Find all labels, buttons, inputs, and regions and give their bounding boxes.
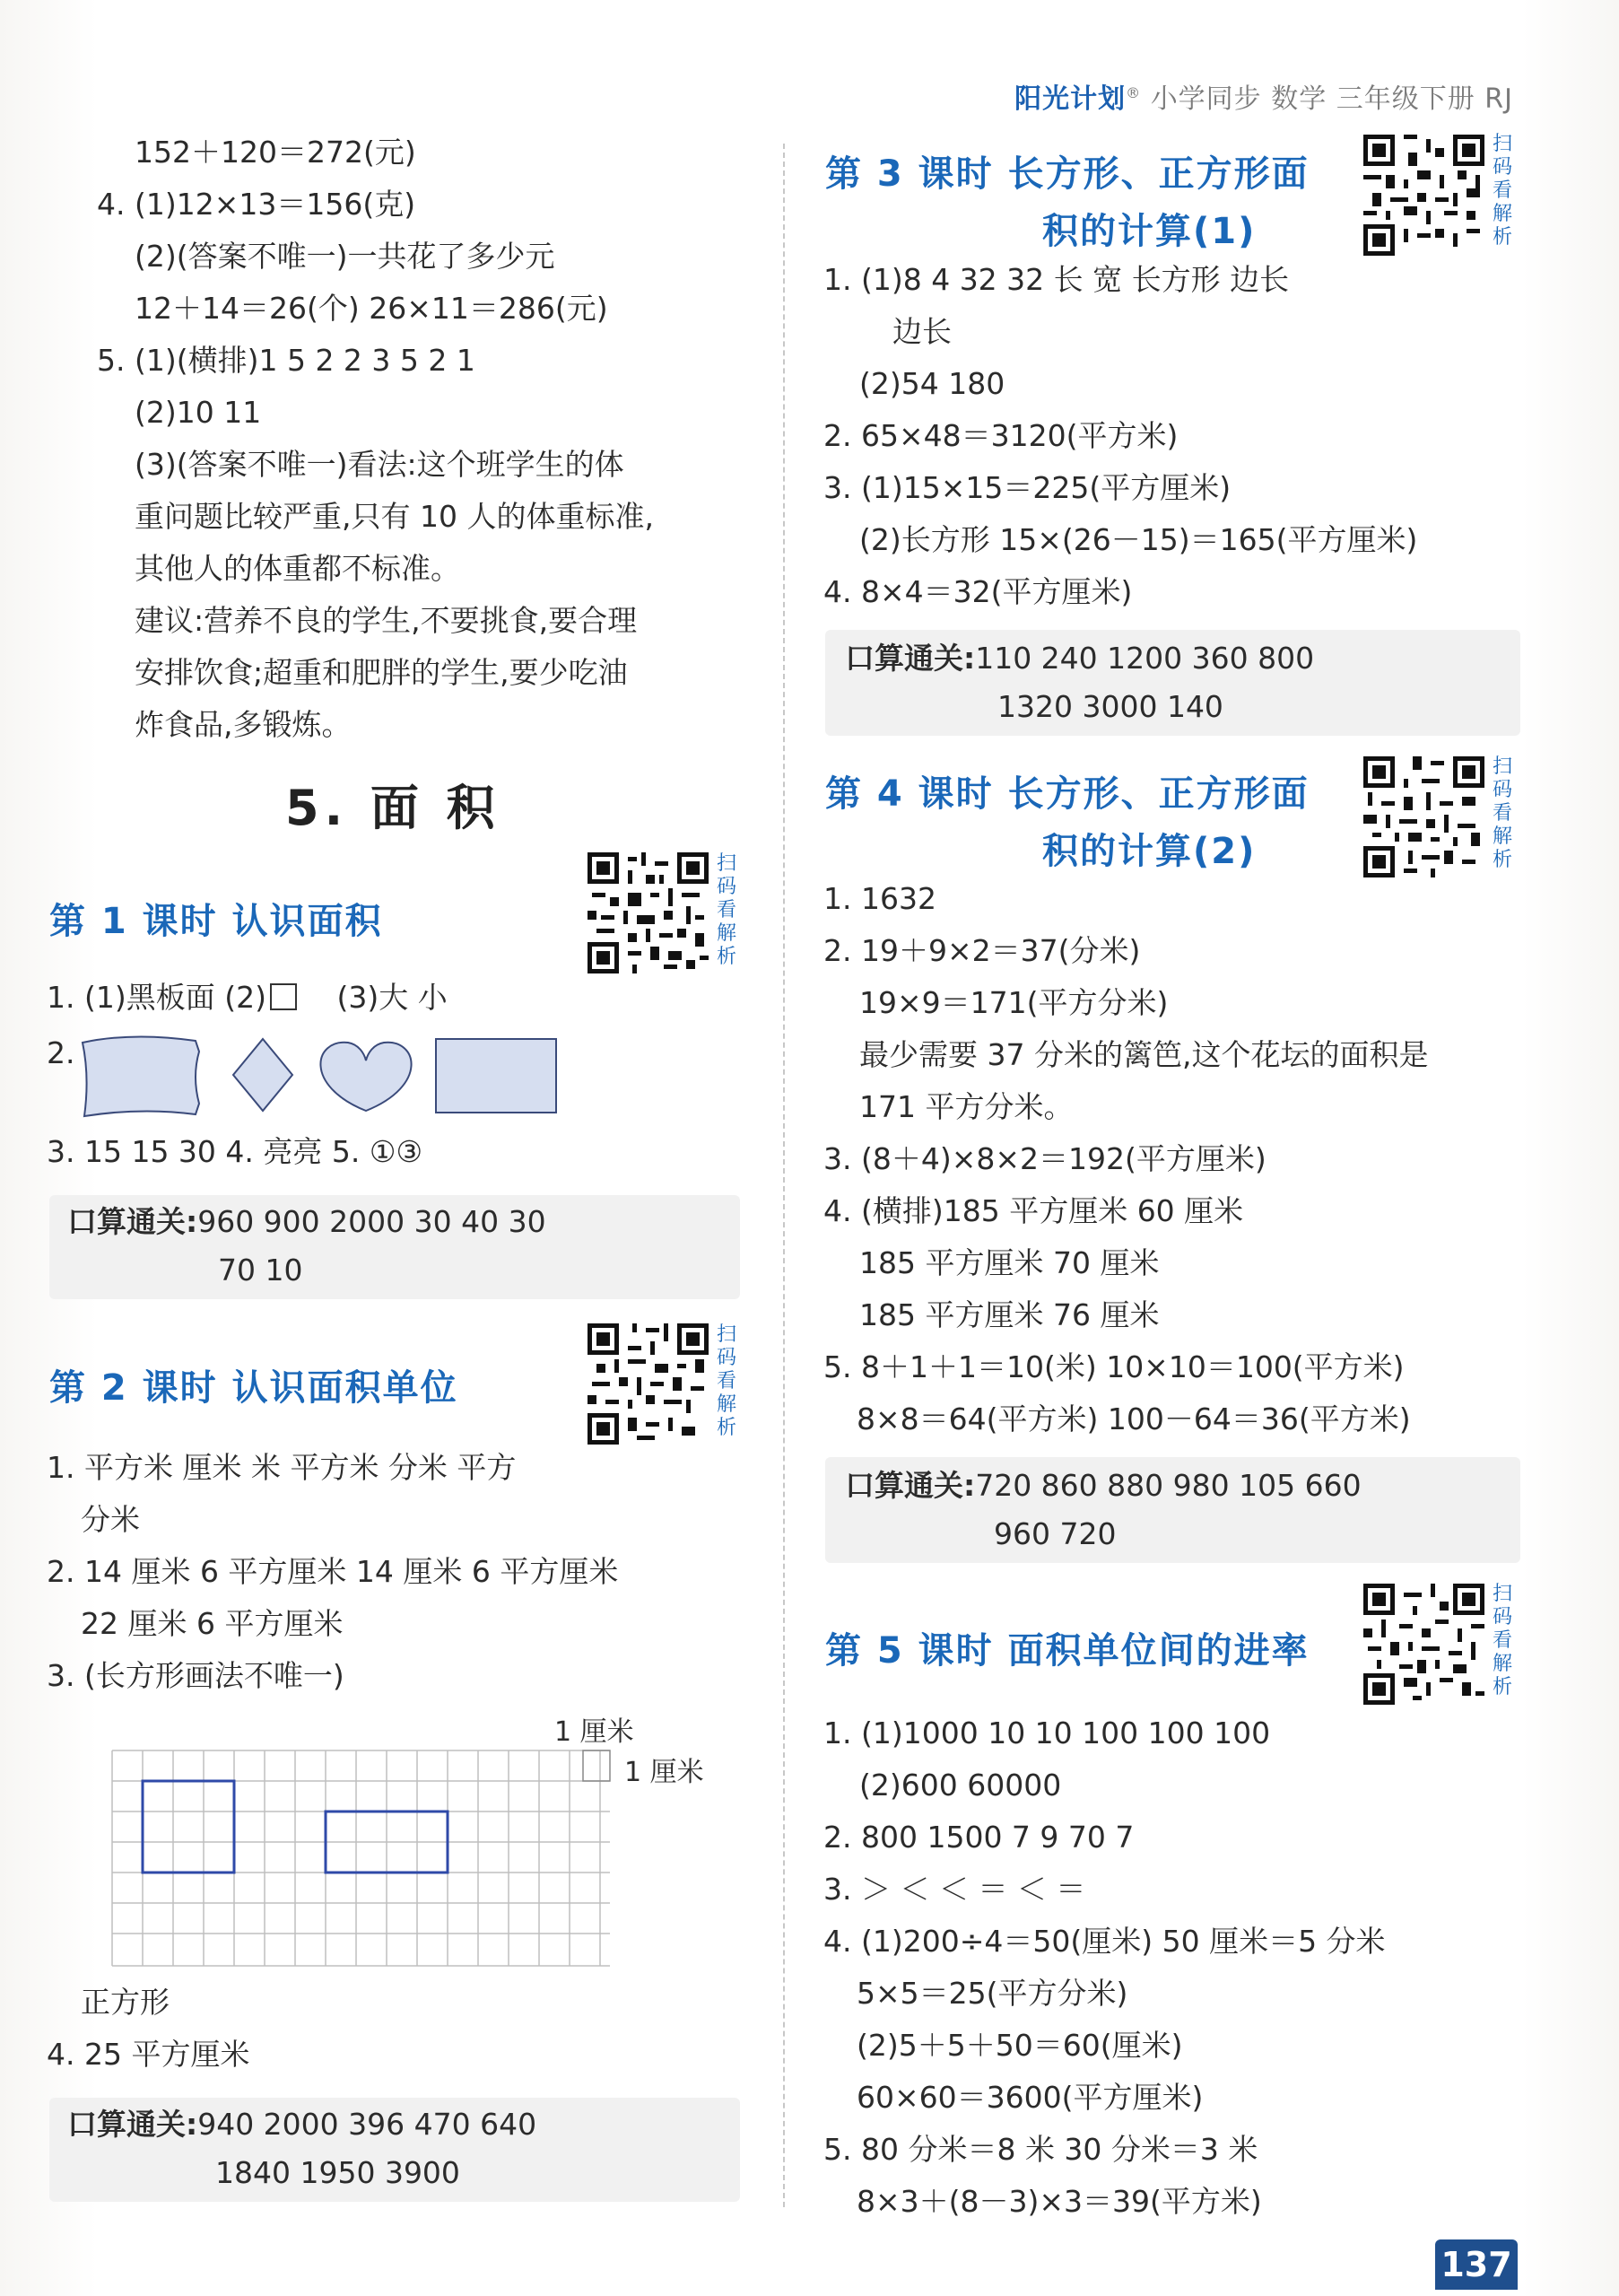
mental-math-box: 口算通关:960 900 2000 30 40 30 70 10 xyxy=(49,1195,740,1299)
diamond-shape xyxy=(233,1039,292,1111)
answer-line: 12＋14＝26(个) 26×11＝286(元) xyxy=(135,291,608,326)
answer-line: 正方形 xyxy=(81,1985,170,2020)
qr-caption: 扫 码 看 解 析 xyxy=(1492,755,1512,871)
answer-line: 3. ＞ ＜ ＜ ＝ ＜ ＝ xyxy=(823,1872,1086,1907)
section-title: 5. 面 积 xyxy=(285,780,500,836)
answer-line: 5×5＝25(平方分米) xyxy=(857,1976,1128,2011)
answer-line: 4. (横排)185 平方厘米 60 厘米 xyxy=(823,1193,1244,1228)
qr-code-icon xyxy=(588,852,709,973)
answer-line: 重问题比较严重,只有 10 人的体重标准, xyxy=(135,499,654,534)
unit-cell-marker xyxy=(583,1750,610,1781)
answer-line: 1. 1632 xyxy=(823,881,936,916)
lesson-title: 第 4 课时 长方形、正方形面 xyxy=(825,773,1310,815)
answer-line: 2. xyxy=(47,1035,75,1070)
irregular-shape xyxy=(83,1036,199,1116)
rectangle-shape xyxy=(436,1039,556,1113)
answer-line: (2)(答案不唯一)一共花了多少元 xyxy=(135,239,555,274)
answer-line: (2)长方形 15×(26－15)＝165(平方厘米) xyxy=(859,522,1418,557)
answer-line: 分米 xyxy=(81,1502,140,1537)
answer-line: (3)(答案不唯一)看法:这个班学生的体 xyxy=(135,447,624,482)
answer-line: 2. 65×48＝3120(平方米) xyxy=(823,418,1179,453)
answer-line: 3. 15 15 30 4. 亮亮 5. ①③ xyxy=(47,1134,423,1169)
answer-line: 最少需要 37 分米的篱笆,这个花坛的面积是 xyxy=(859,1037,1429,1072)
qr-code-icon xyxy=(588,852,709,973)
lesson-title: 第 3 课时 长方形、正方形面 xyxy=(825,153,1310,195)
shape-figures xyxy=(79,1032,563,1122)
qr-caption: 扫 码 看 解 析 xyxy=(716,1323,736,1439)
square-box-icon xyxy=(270,983,297,1010)
answer-line: 185 平方厘米 70 厘米 xyxy=(859,1245,1160,1280)
grid-unit-label: 1 厘米 xyxy=(554,1716,634,1748)
column-divider xyxy=(783,144,785,2207)
answer-line: 安排饮食;超重和肥胖的学生,要少吃油 xyxy=(135,655,628,690)
qr-code-icon xyxy=(1363,756,1484,877)
answer-line: 3. (8＋4)×8×2＝192(平方厘米) xyxy=(823,1141,1266,1176)
grid-lines xyxy=(112,1750,610,1966)
answer-line: 4. 25 平方厘米 xyxy=(47,2037,250,2072)
answer-line: 2. 14 厘米 6 平方厘米 14 厘米 6 平方厘米 xyxy=(47,1554,619,1589)
qr-code-icon xyxy=(588,1323,709,1445)
square-grid xyxy=(108,1748,614,1970)
mental-math-box: 口算通关:720 860 880 980 105 660 960 720 xyxy=(825,1457,1520,1563)
mental-math-label: 口算通关: xyxy=(845,641,976,676)
qr-code-icon xyxy=(1363,1584,1484,1705)
answer-line: 8×8＝64(平方米) 100－64＝36(平方米) xyxy=(857,1401,1411,1436)
answer-line: 5. 8＋1＋1＝10(米) 10×10＝100(平方米) xyxy=(823,1349,1405,1384)
mental-math-label: 口算通关: xyxy=(67,2107,198,2142)
qr-caption: 扫 码 看 解 析 xyxy=(1492,133,1512,249)
lesson-title-cont: 积的计算(2) xyxy=(1042,831,1257,872)
answer-line: 4. (1)12×13＝156(克) xyxy=(97,187,416,222)
lesson-title-cont: 积的计算(1) xyxy=(1042,211,1257,252)
answer-line: (2)54 180 xyxy=(859,366,1005,401)
mental-math-box: 口算通关:940 2000 396 470 640 1840 1950 3900 xyxy=(49,2098,740,2202)
answer-line: 1. 平方米 厘米 米 平方米 分米 平方 xyxy=(47,1450,517,1485)
answer-line: 60×60＝3600(平方厘米) xyxy=(857,2080,1204,2115)
answer-line: 152＋120＝272(元) xyxy=(135,135,416,170)
lesson-title: 第 2 课时 认识面积单位 xyxy=(49,1367,458,1409)
answer-line: 1. (1)黑板面 (2) (3)大 小 xyxy=(47,980,448,1015)
drawn-square xyxy=(143,1781,234,1873)
answer-line: 1. (1)1000 10 10 100 100 100 xyxy=(823,1715,1271,1750)
answer-line: 4. (1)200÷4＝50(厘米) 50 厘米＝5 分米 xyxy=(823,1924,1386,1959)
answer-line: 边长 xyxy=(892,314,952,349)
answer-line: 5. 80 分米＝8 米 30 分米＝3 米 xyxy=(823,2132,1258,2167)
qr-code-icon xyxy=(1363,135,1484,256)
book-subtitle: 小学同步 数学 三年级下册 RJ xyxy=(1150,83,1513,115)
answer-line: 1. (1)8 4 32 32 长 宽 长方形 边长 xyxy=(823,262,1290,297)
qr-code-icon xyxy=(588,1323,709,1445)
mental-math-label: 口算通关: xyxy=(67,1204,198,1239)
qr-caption: 扫 码 看 解 析 xyxy=(1492,1583,1512,1698)
page-number: 137 xyxy=(1435,2239,1518,2290)
answer-line: 其他人的体重都不标准。 xyxy=(135,551,460,586)
lesson-title: 第 5 课时 面积单位间的进率 xyxy=(825,1630,1310,1672)
qr-caption: 扫 码 看 解 析 xyxy=(716,852,736,968)
registered-mark: ® xyxy=(1126,84,1142,101)
answer-line: 22 厘米 6 平方厘米 xyxy=(81,1606,344,1641)
answer-line: 171 平方分米。 xyxy=(859,1089,1074,1124)
answer-line: 5. (1)(横排)1 5 2 2 3 5 2 1 xyxy=(97,343,475,378)
answer-line: (2)600 60000 xyxy=(859,1768,1062,1803)
qr-code-icon xyxy=(1363,1584,1484,1705)
qr-code-icon xyxy=(1363,135,1484,256)
answer-line: 8×3＋(8－3)×3＝39(平方米) xyxy=(857,2184,1262,2219)
answer-line: 炸食品,多锻炼。 xyxy=(135,707,352,742)
answer-line: 建议:营养不良的学生,不要挑食,要合理 xyxy=(135,603,638,638)
answer-line: 19×9＝171(平方分米) xyxy=(859,985,1169,1020)
answer-line: 3. (长方形画法不唯一) xyxy=(47,1658,344,1693)
mental-math-label: 口算通关: xyxy=(845,1468,976,1503)
heart-shape xyxy=(320,1043,411,1111)
answer-line: (2)10 11 xyxy=(135,395,262,430)
answer-line: 4. 8×4＝32(平方厘米) xyxy=(823,574,1133,609)
mental-math-box: 口算通关:110 240 1200 360 800 1320 3000 140 xyxy=(825,630,1520,736)
answer-line: (2)5＋5＋50＝60(厘米) xyxy=(857,2028,1183,2063)
lesson-title: 第 1 课时 认识面积 xyxy=(49,901,383,942)
answer-line: 185 平方厘米 76 厘米 xyxy=(859,1297,1160,1332)
answer-line: 3. (1)15×15＝225(平方厘米) xyxy=(823,470,1232,505)
answer-line: 2. 800 1500 7 9 70 7 xyxy=(823,1820,1135,1855)
qr-code-icon xyxy=(1363,756,1484,877)
running-header xyxy=(1014,76,1513,116)
answer-line: 2. 19＋9×2＝37(分米) xyxy=(823,933,1141,968)
grid-unit-label: 1 厘米 xyxy=(624,1757,704,1788)
brand-name: 阳光计划 xyxy=(1014,83,1127,115)
